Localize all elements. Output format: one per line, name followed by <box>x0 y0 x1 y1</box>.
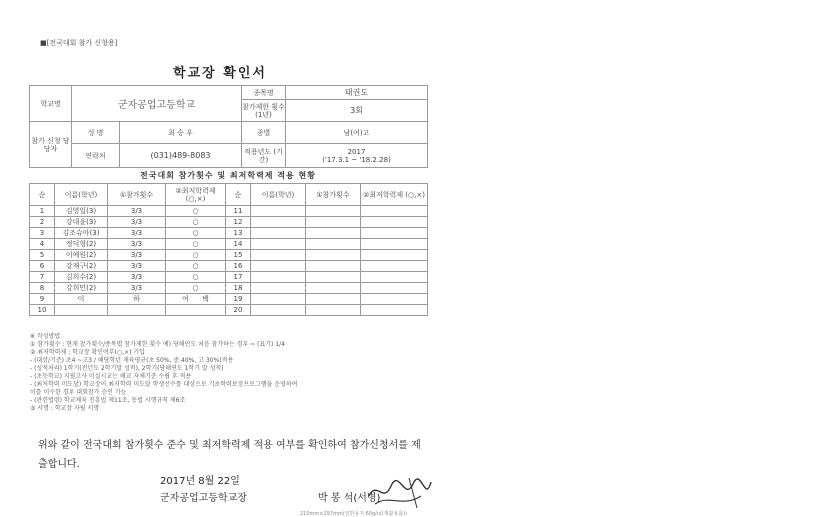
row-no: 4 <box>30 239 55 250</box>
row-empty <box>251 272 306 283</box>
info-table <box>29 85 428 168</box>
sign-date: 2017년 8월 22일 <box>160 476 240 487</box>
row-min-grade <box>166 305 226 316</box>
row-no: 7 <box>30 272 55 283</box>
row-min-grade: ○ <box>166 272 226 283</box>
row-empty <box>361 206 428 217</box>
row-empty <box>251 239 306 250</box>
status-table <box>29 183 428 316</box>
row-no-2: 13 <box>226 228 251 239</box>
table-row <box>30 250 428 261</box>
row-empty <box>306 305 361 316</box>
year-value: 2017 <box>347 147 366 156</box>
table-row <box>30 305 428 316</box>
gender-label: 종별 <box>242 122 286 144</box>
status-title: 전국대회 참가횟수 및 최저학력제 적용 현황 <box>139 171 317 180</box>
row-empty <box>306 283 361 294</box>
row-name: 김영일(3) <box>55 206 108 217</box>
row-empty <box>306 239 361 250</box>
principal-name: 박 봉 석(서명) <box>318 493 381 504</box>
row-name: 강희민(2) <box>55 283 108 294</box>
row-empty <box>361 261 428 272</box>
row-count: 3/3 <box>108 228 166 239</box>
principal-school: 군자공업고등학교장 <box>160 493 247 504</box>
row-count <box>108 305 166 316</box>
header-min-grade: ②최저학력제 (○,×) <box>166 184 226 206</box>
row-no-2: 17 <box>226 272 251 283</box>
row-min-grade: ○ <box>166 217 226 228</box>
row-no: 6 <box>30 261 55 272</box>
row-empty <box>361 250 428 261</box>
note-line: - (성적처리) 1학기(전년도 2학기말 성적), 2학기(당해연도 1학기 말 성적) <box>30 365 224 372</box>
note-line: ② 최저학력제 : 학교장 확인여부(○,×) 기입 <box>30 349 145 356</box>
row-min-grade: ○ <box>166 228 226 239</box>
row-empty <box>306 206 361 217</box>
header-no: 순 <box>30 184 55 206</box>
table-row <box>30 228 428 239</box>
row-name: 이 <box>55 294 108 305</box>
row-min-grade: ○ <box>166 261 226 272</box>
row-min-grade: ○ <box>166 206 226 217</box>
row-no: 2 <box>30 217 55 228</box>
row-count: 3/3 <box>108 206 166 217</box>
row-empty <box>251 283 306 294</box>
row-no: 8 <box>30 283 55 294</box>
year-cell <box>286 144 428 168</box>
table-row <box>30 283 428 294</box>
limit-label: 참가제한 횟수(1년) <box>242 100 286 122</box>
header-count-2: ①참가횟수 <box>306 184 361 206</box>
row-no-2: 19 <box>226 294 251 305</box>
table-row <box>30 239 428 250</box>
row-count: 3/3 <box>108 261 166 272</box>
row-no: 1 <box>30 206 55 217</box>
row-empty <box>306 217 361 228</box>
limit-value: 3회 <box>286 100 428 122</box>
header-name: 이름(학년) <box>55 184 108 206</box>
row-count: 3/3 <box>108 217 166 228</box>
name-label: 성 명 <box>72 122 120 144</box>
row-empty <box>361 294 428 305</box>
status-header-row <box>30 184 428 206</box>
row-no: 3 <box>30 228 55 239</box>
year-label: 적용년도 (기간) <box>242 144 286 168</box>
note-line: - (관련법령) 학교체육 진흥법 제11조, 동법 시행규칙 제6조 <box>30 397 186 404</box>
row-no-2: 14 <box>226 239 251 250</box>
school-value: 군자공업고등학교 <box>72 86 242 122</box>
row-empty <box>306 261 361 272</box>
row-no-2: 12 <box>226 217 251 228</box>
row-name: 김조슈아(3) <box>55 228 108 239</box>
row-no: 9 <box>30 294 55 305</box>
row-min-grade: ○ <box>166 283 226 294</box>
table-row <box>30 217 428 228</box>
row-name: 강대윤(3) <box>55 217 108 228</box>
event-value: 태권도 <box>286 86 428 100</box>
school-label: 학교명 <box>30 86 72 122</box>
writing-notes <box>30 333 430 413</box>
note-line: ① 참가횟수 : 현재 참가횟수/종목별 참가제한 횟수 예) 당해연도 처음 참가하는 경우 ⇨ (표기) 1/4 <box>30 341 285 348</box>
row-extra-text: 백 <box>202 295 209 303</box>
row-no: 5 <box>30 250 55 261</box>
table-row <box>30 272 428 283</box>
note-line: - (대상/기준) 초4 ~고3 / 해당학년 재육평균(초 50%, 중 40%, 고 30%)적용 <box>30 357 234 364</box>
row-name: 김희수(2) <box>55 272 108 283</box>
document-tag: ■[전국대회 참가 신청용] <box>40 39 118 47</box>
row-no-2: 11 <box>226 206 251 217</box>
contact-value: (031)489-8083 <box>120 144 242 168</box>
row-no-2: 15 <box>226 250 251 261</box>
table-row <box>30 294 428 305</box>
note-line: ③ 서명 : 학교장 자필 서명 <box>30 405 100 412</box>
table-row <box>30 206 428 217</box>
row-count: 3/3 <box>108 239 166 250</box>
applicant-group-label: 참가 신청 담당자 <box>30 122 72 168</box>
event-label: 종목명 <box>242 86 286 100</box>
row-name: 정덕형(2) <box>55 239 108 250</box>
row-empty <box>251 261 306 272</box>
row-empty <box>251 250 306 261</box>
row-empty <box>361 272 428 283</box>
note-line: ※ 작성방법 <box>30 333 61 340</box>
row-empty <box>251 228 306 239</box>
row-empty <box>306 294 361 305</box>
footer-note: 210mm×297mm(일반용지 60g/㎡(재활용품)) <box>300 511 408 517</box>
page-title: 학교장 확인서 <box>173 66 267 81</box>
note-line: - (초등학교) 지필고사 미실시교는 해교 자체기준 수립 후 적용 <box>30 373 192 380</box>
header-name-2: 이름(학년) <box>251 184 306 206</box>
header-no-2: 순 <box>226 184 251 206</box>
row-empty <box>361 228 428 239</box>
row-empty <box>251 305 306 316</box>
row-name: 강재구(2) <box>55 261 108 272</box>
row-count: 3/3 <box>108 283 166 294</box>
gender-value: 남(여)고 <box>286 122 428 144</box>
row-no-2: 18 <box>226 283 251 294</box>
row-empty <box>361 283 428 294</box>
table-row <box>30 261 428 272</box>
contact-label: 연락처 <box>72 144 120 168</box>
row-min-text: 여 <box>182 295 189 303</box>
row-empty <box>361 217 428 228</box>
row-empty <box>306 250 361 261</box>
row-name: 이예원(2) <box>55 250 108 261</box>
row-empty <box>361 239 428 250</box>
header-min-grade-2: ②최저학력제 (○,×) <box>361 184 428 206</box>
row-min-grade <box>166 294 226 305</box>
note-line: - (최저학력 미도달) 학교장이 최저학력 미도달 학생선수를 대상으로 기초학력보장프로그램을 운영하여 <box>30 381 298 388</box>
signature-scribble <box>365 474 435 512</box>
row-empty <box>251 294 306 305</box>
period-value: ('17.3.1 ~ '18.2.28) <box>322 155 391 164</box>
row-empty <box>251 206 306 217</box>
row-empty <box>306 228 361 239</box>
row-count: 하 <box>108 294 166 305</box>
row-count: 3/3 <box>108 272 166 283</box>
declaration: 위와 같이 전국대회 참가횟수 준수 및 최저학력제 적용 여부를 확인하여 참가신청서를 제출합니다. <box>38 440 421 470</box>
header-count: ①참가횟수 <box>108 184 166 206</box>
row-count: 3/3 <box>108 250 166 261</box>
row-empty <box>306 272 361 283</box>
name-value: 최 승 우 <box>120 122 242 144</box>
row-empty <box>251 217 306 228</box>
row-no-2: 20 <box>226 305 251 316</box>
note-line: 이를 이수한 경우 대회참가 승인 가능 <box>30 389 127 396</box>
row-no-2: 16 <box>226 261 251 272</box>
row-no: 10 <box>30 305 55 316</box>
row-min-grade: ○ <box>166 239 226 250</box>
row-empty <box>361 305 428 316</box>
row-name <box>55 305 108 316</box>
row-min-grade: ○ <box>166 250 226 261</box>
